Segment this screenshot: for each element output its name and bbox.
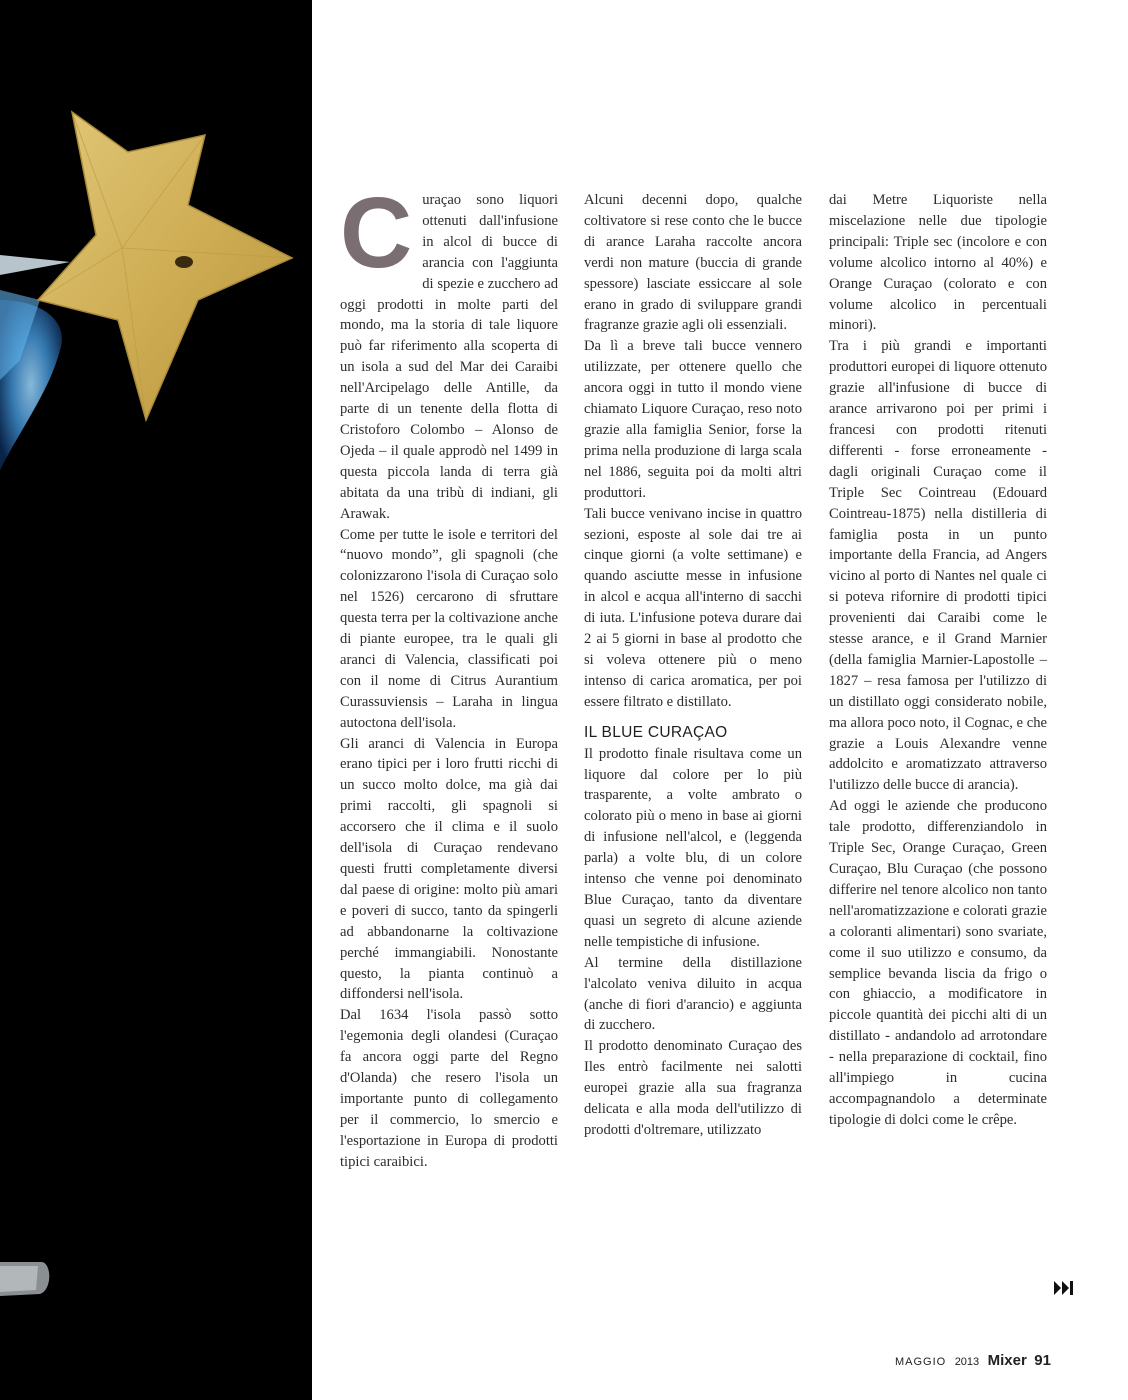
page-footer <box>895 1352 1051 1370</box>
paragraph: dai Metre Liquoriste nella miscelazione nelle due tipologie principali: Triple sec (incolore e con volume alcolico intorno al 40%) e Orange Curaçao (colorato e con volume alcolico in percentuali minori). <box>829 192 1047 334</box>
paragraph: Come per tutte le isole e territori del “nuovo mondo”, gli spagnoli (che colonizzarono l'isola di Curaçao solo nel 1526) cercarono di sfruttare questa terra per la coltivazione anche di piante europee, tra le quali gli aranci di Valencia, classificati poi con il nome di Citrus Aurantium Curassuviensis – Laraha in lingua autoctona dell'isola. <box>340 526 558 731</box>
article-column-2 <box>584 190 802 1141</box>
paragraph: Dal 1634 l'isola passò sotto l'egemonia degli olandesi (Curaçao fa ancora oggi parte del Regno d'Olanda) che resero l'isola un importante punto di collegamento per il commercio, lo smercio e l'esportazione in Europa di prodotti tipici caraibici. <box>340 1007 558 1170</box>
article-column-1 <box>340 177 558 1173</box>
article-column-3 <box>829 190 1047 1131</box>
starfruit-cocktail-photo <box>0 0 312 1400</box>
paragraph: Gli aranci di Valencia in Europa erano tipici per i loro frutti ricchi di un succo molto dolce, ma già dai primi raccolti, gli spagnoli si accorsero che il clima e il suolo dell'isola di Curaçao rendevano questi frutti completamente diversi dal paese di origine: molto più amari e poveri di succo, tanto da spingerli ad abbandonarne la coltivazione perché immangiabili. Nonostante questo, la pianta continuò a diffondersi nell'isola. <box>340 735 558 1003</box>
paragraph: Tali bucce venivano incise in quattro sezioni, esposte al sole dai tre ai cinque giorni (a volte settimane) e quando asciutte messe in infusione in alcol e acqua all'interno di sacchi di iuta. L'infusione poteva durare dai 2 ai 5 giorni in base al prodotto che si voleva ottenere più o meno intenso di carica aromatica, per poi essere filtrato e distillato. <box>584 505 802 710</box>
paragraph: Tra i più grandi e importanti produttori europei di liquore ottenuto grazie all'infusione di bucce di arance arrivarono poi per primi i francesi con prodotti ritenuti differenti - forse erroneamente - dagli originali Curaçao come il Triple Sec Cointreau (Edouard Cointreau-1875) nella distilleria di famiglia posta in un punto importante della Francia, ad Angers vicino al porto di Nantes nel quale ci si poteva rifornire di prodotti tipici provenienti dai Caraibi come le stesse arance, e il Grand Marnier (della famiglia Marnier-Lapostolle – 1827 – resa famosa per l'utilizzo di un distillato oggi considerato nobile, ma allora poco noto, il Cognac, e che grazie a Louis Alexandre venne addolcito e aromatizzato attraverso l'utilizzo delle bucce di arancia). <box>829 338 1047 794</box>
paragraph: Da lì a breve tali bucce vennero utilizzate, per ottenere quello che ancora oggi in tutto il mondo viene chiamato Liquore Curaçao, reso noto grazie alla famiglia Senior, forse la prima nella produzione di larga scala nel 1886, seguita poi da molti altri produttori. <box>584 338 802 501</box>
footer-month: MAGGIO <box>895 1356 947 1368</box>
paragraph: Il prodotto denominato Curaçao des Iles entrò facilmente nei salotti europei grazie alla sua fragranza delicata e alla moda dell'utilizzo di prodotti d'oltremare, utilizzato <box>584 1038 802 1138</box>
footer-year: 2013 <box>954 1356 980 1368</box>
section-heading: IL BLUE CURAÇAO <box>584 723 728 741</box>
paragraph: Ad oggi le aziende che producono tale prodotto, differenziandolo in Triple Sec, Orange Curaçao, Green Curaçao, Blu Curaçao (che possono differire nel tenore alcolico non tanto nell'aromatizzazione e colorati grazie a coloranti alimentari) sono svariate, come il suo utilizzo e consumo, da semplice bevanda liscia da frigo o con ghiaccio, a modificatore in piccole quantità dei picchi alti di un distillato - andandolo ad arrotondare - nella preparazione di cocktail, fino all'impiego in cucina accompagnandolo a determinate tipologie di dolci come le crêpe. <box>829 798 1047 1128</box>
paragraph: Il prodotto finale risultava come un liquore dal colore per lo più trasparente, a volte ambrato o colorato più o meno in base ai giorni di infusione nell'alcol, e (leggenda parla) a volte blu, di un colore intenso che venne poi denominato Blue Curaçao, tanto da diventare quasi un segreto di alcune aziende nelle tempistiche di infusione. <box>584 745 802 950</box>
paragraph: Alcuni decenni dopo, qualche coltivatore si rese conto che le bucce di arance Laraha raccolte ancora verdi non mature (buccia di grande spessore) lasciate essiccare al sole erano in grado di sviluppare grandi fragranze grazie agli oli essenziali. <box>584 192 802 334</box>
magazine-name: Mixer <box>987 1352 1027 1369</box>
next-page-icon[interactable] <box>1053 1279 1075 1297</box>
paragraph: Al termine della distillazione l'alcolato veniva diluito in acqua (anche di fiori d'arancio) e aggiunta di zucchero. <box>584 954 802 1034</box>
paragraph: uraçao sono liquori ottenuti dall'infusione in alcol di bucce di arancia con l'aggiunta di spezie e zucchero ad oggi prodotti in molte parti del mondo, ma la storia di tale liquore può far riferimento alla scoperta di un isola a sud del Mar dei Caraibi nell'Arcipelago delle Antille, da parte di un tenente della flotta di Cristoforo Colombo – Alonso de Ojeda – il quale approdò nel 1499 in questa piccola landa di terra già abitata da una tribù di indiani, gli Arawak. <box>340 192 558 522</box>
drop-cap: C <box>340 177 413 289</box>
page-number: 91 <box>1034 1352 1051 1369</box>
